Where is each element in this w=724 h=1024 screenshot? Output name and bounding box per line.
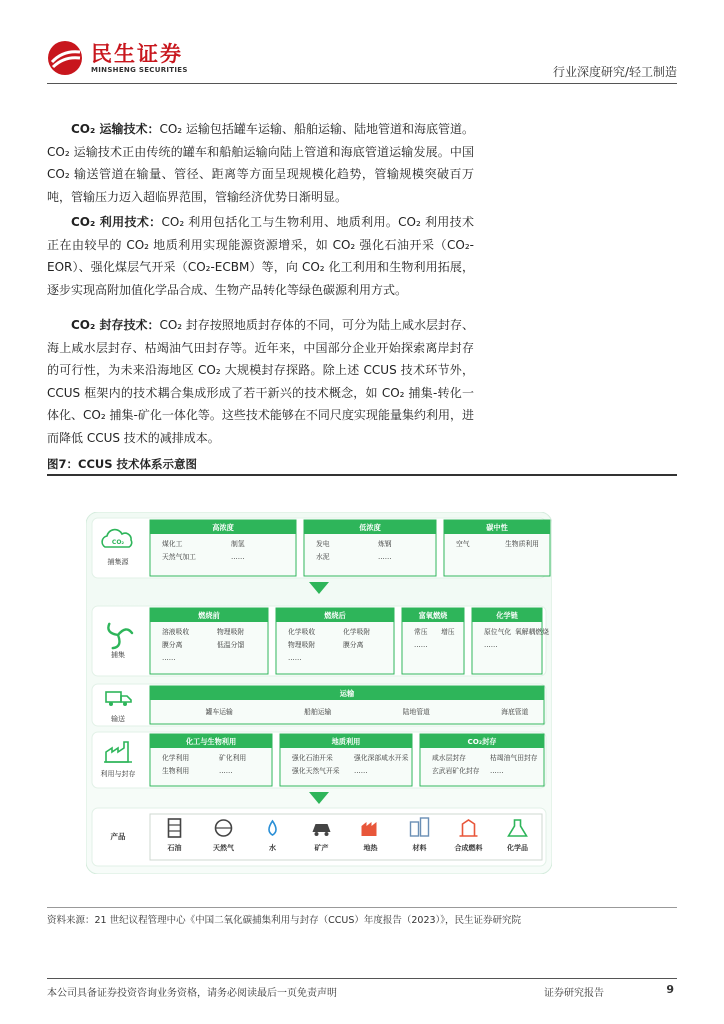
row3-label: 输送 (111, 715, 125, 723)
products-label: 产品 (110, 832, 126, 841)
row4-block-1-item-1: 强化深部咸水开采 (354, 754, 409, 762)
row1-block-1-item-3: …… (378, 553, 392, 561)
row4-block-0-title: 化工与生物利用 (185, 737, 237, 746)
ccus-diagram (86, 512, 552, 874)
row3-block-0-item-0: 罐车运输 (205, 708, 233, 716)
row1-block-2-title: 碳中性 (486, 523, 508, 532)
row3-block-0-item-1: 船舶运输 (304, 708, 332, 716)
row2-block-1-item-2: 物理吸附 (288, 641, 316, 649)
report-category: 行业深度研究/轻工制造 (552, 65, 677, 79)
product-label-6: 合成燃料 (454, 844, 483, 852)
row2-label: 捕集 (111, 651, 125, 659)
row2-block-0-item-3: 低温分馏 (217, 641, 245, 649)
page-number: 9 (666, 983, 674, 996)
header-divider (47, 83, 677, 84)
row1-block-2-item-1: 生物质利用 (505, 540, 539, 548)
figure-title-divider (47, 474, 677, 476)
row2-block-2-item-2: …… (414, 641, 428, 649)
paragraph-text: CO₂ 利用包括化工与生物利用、地质利用。CO₂ 利用技术正在由较早的 CO₂ 地质利用实现能源资源增采，如 CO₂ 强化石油开采（CO₂-EOR）、强化煤层气开采（CO₂-ECBM）等，向 CO₂ 化工利用和生物利用拓展，逐步实现高附加值化学品合成、生物产品转化等绿色碳源利用方式。 (47, 215, 474, 297)
footer-divider (47, 978, 677, 979)
row4-block-1-title: 地质利用 (331, 737, 361, 746)
paragraph-text: CO₂ 运输包括罐车运输、船舶运输、陆地管道和海底管道。CO₂ 运输技术正由传统的罐车和船舶运输向陆上管道和海底管道运输发展。中国 CO₂ 输送管道在输量、管径、距离等方面呈现规模化趋势，管输规模突破百万吨，管输压力迈入超临界范围，管输经济优势日渐明显。 (47, 122, 474, 204)
row2-block-1-item-1: 化学吸附 (343, 628, 371, 636)
figure-title: 图7：CCUS 技术体系示意图 (47, 457, 198, 471)
company-logo (47, 40, 188, 76)
row4-block-1-item-2: 强化天然气开采 (292, 767, 340, 775)
row2-block-3-item-1: 氧解耦燃烧 (515, 628, 549, 636)
row2-block-3-title: 化学链 (496, 611, 518, 620)
row1-block-1-item-0: 发电 (316, 540, 330, 548)
row2-block-3-item-2: …… (484, 641, 498, 649)
row2-block-1-item-4: …… (288, 654, 302, 662)
row3-block-0-item-3: 海底管道 (501, 708, 529, 716)
keyword-co2-storage: CO₂ 封存技术： (71, 318, 160, 332)
row1-block-0-item-2: 天然气加工 (162, 553, 196, 561)
row1-block-0-item-3: …… (231, 553, 245, 561)
row1-label: 捕集源 (107, 558, 129, 566)
row2-block-1-item-0: 化学吸收 (288, 628, 316, 636)
paragraph-co2-storage (47, 314, 474, 449)
product-label-0: 石油 (167, 844, 182, 852)
row4-block-0-item-1: 矿化利用 (219, 754, 247, 762)
row2-block-0-title: 燃烧前 (198, 611, 220, 620)
product-label-4: 地热 (363, 844, 378, 852)
row1-block-1-item-1: 炼钢 (378, 540, 392, 548)
product-label-7: 化学品 (507, 844, 528, 852)
product-label-5: 材料 (412, 844, 427, 852)
products-frame (150, 814, 542, 860)
row4-block-2-item-2: 玄武岩矿化封存 (432, 767, 480, 775)
row2-block-2-title: 富氧燃烧 (418, 611, 448, 620)
row4-block-2-item-0: 咸水层封存 (432, 754, 466, 762)
row2-block-1-title: 燃烧后 (324, 611, 346, 620)
row1-block-0-item-0: 煤化工 (162, 540, 183, 548)
co2-icon-label: CO₂ (111, 539, 125, 546)
footer-disclaimer: 本公司具备证券投资咨询业务资格，请务必阅读最后一页免责声明 (47, 988, 337, 999)
row2-block-0-item-2: 膜分离 (162, 641, 183, 649)
paragraph-co2-transport (47, 118, 474, 208)
row2-block-0-item-4: …… (162, 654, 176, 662)
row2-block-0-item-1: 物理吸附 (217, 628, 245, 636)
product-label-1: 天然气 (213, 844, 234, 852)
row4-block-0-item-0: 化学利用 (162, 754, 190, 762)
paragraph-text: CO₂ 封存按照地质封存体的不同，可分为陆上咸水层封存、海上咸水层封存、枯竭油气田封存等。近年来，中国部分企业开始探索离岸封存的可行性，为未来沿海地区 CO₂ 大规模封存探路。除上述 CCUS 技术环节外，CCUS 框架内的技术耦合集成形成了若干新兴的技术概念，如 CO₂ 捕集-转化一体化、CO₂ 捕集-矿化一体化等。这些技术能够在不同尺度实现能量集约利用，进而降低 CCUS 技术的减排成本。 (47, 318, 474, 445)
source-divider (47, 907, 677, 908)
row4-label: 利用与封存 (100, 770, 136, 778)
row3-block-0-item-2: 陆地管道 (402, 708, 430, 716)
row1-block-1-title: 低浓度 (359, 523, 381, 532)
row1-block-2-item-0: 空气 (456, 540, 470, 548)
row2-block-1-item-3: 膜分离 (343, 641, 364, 649)
brand-name-cn: 民生证券 (91, 41, 183, 66)
product-label-2: 水 (269, 844, 276, 852)
row2-block-0-item-0: 溶液吸收 (162, 628, 190, 636)
row4-block-1-item-3: …… (354, 767, 368, 775)
minsheng-logo-icon (47, 40, 85, 76)
row2-block-2-item-0: 常压 (414, 628, 428, 636)
row4-block-1-item-0: 强化石油开采 (292, 754, 333, 762)
figure-source: 资料来源：21 世纪议程管理中心《中国二氧化碳捕集利用与封存（CCUS）年度报告（2023）》，民生证券研究院 (47, 915, 522, 926)
row2-block-2-item-1: 增压 (441, 628, 455, 636)
brand-name-en: MINSHENG SECURITIES (91, 65, 188, 74)
product-label-3: 矿产 (314, 844, 329, 852)
row4-block-2-item-1: 枯竭油气田封存 (490, 754, 538, 762)
keyword-co2-transport: CO₂ 运输技术： (71, 122, 160, 136)
row1-block-0-item-1: 制氢 (231, 540, 245, 548)
row4-block-2-item-3: …… (490, 767, 504, 775)
row2-block-3-item-0: 原位气化 (484, 628, 512, 636)
row4-block-0-item-2: 生物利用 (162, 767, 190, 775)
footer-report-type: 证券研究报告 (544, 988, 604, 999)
row4-block-2-title: CO₂封存 (467, 737, 497, 746)
row1-block-0-title: 高浓度 (212, 523, 234, 532)
keyword-co2-utilization: CO₂ 利用技术： (71, 215, 162, 229)
row4-block-0-item-3: …… (219, 767, 233, 775)
row3-block-0-title: 运输 (339, 689, 355, 698)
paragraph-co2-utilization (47, 211, 474, 301)
row1-block-1-item-2: 水泥 (316, 553, 330, 561)
